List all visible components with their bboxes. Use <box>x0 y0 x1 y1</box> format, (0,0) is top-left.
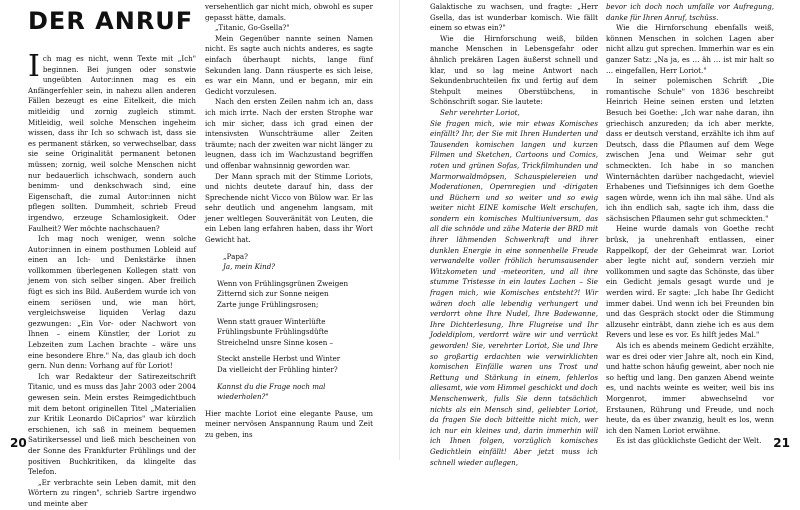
paragraph: Ich war Redakteur der Satirezeitschrift Titanic, und es muss das Jahr 2003 oder 2004 gewesen sein. Mein erstes Reimgedichtbuch mit dem betont originellen Titel „Materialien zur Kritik Leonardo DiCaprios" war kürzlich erschienen, ich saß in meinem bequemen Satirikersessel und ließ mich bescheinen von der Sonne des Frankfurter Frühlings und der positiven Buchkritiken, da klingelte das Telefon. <box>28 371 196 477</box>
chapter-title: DER ANRUF <box>28 7 194 35</box>
poem-intro <box>205 252 373 273</box>
paragraph: Als ich es abends meinem Gedicht erzählte, war es drei oder vier Jahre alt, noch ein Kind, und hatte schon häufig geweint, aber noch nie so heftig und lang. Den ganzen Abend weinte es, und nachts weinte es weiter, weil bis ins Morgenrot, immer abwechselnd vor Erstaunen, Rührung und Freude, und noch heute, da es über zwanzig, heult es los, wenn ich den Namen Loriot erwähne. <box>606 341 774 435</box>
paragraph: Heine wurde damals von Goethe recht brüsk, ja unehrenhaft entlassen, einer Rappelkopf, der der Geheimrat war. Loriot aber legte nicht auf, sondern verzieh mir vollkommen und sagte das Schönste, das über ein Gedicht jemals gesagt wurde und je werden wird. Er sagte: „Ich habe Ihr Gedicht immer dabei. Und wenn ich bei Freunden bin und das Gespräch stockt oder die Stimmung allzusehr einträbt, dann ziehe ich es aus dem Revers und lese es vor. Es hilft jedes Mal." <box>606 224 774 340</box>
paragraph: Wie die Hirnforschung ebenfalls weiß, können Menschen in solchen Lagen aber nicht allzu gut sprechen. Immerhin war es ein ganzer Satz: „Na ja, es … äh … ist mir halt so … eingefallen, Herr Loriot." <box>606 23 774 75</box>
poem-stanza-4 <box>205 382 373 403</box>
left-page-column-1 <box>28 49 196 508</box>
paragraph: Ich mag es nicht, wenn Texte mit „Ich" beginnen. Bei jungen oder sonstwie ungeübten Autor:innen mag es ein Anfängerfehler sein, in nahezu allen anderen Fällen bezeugt es eine Eitelkeit, die mich mitleidig und zornig zugleich stimmt. Mitleidig, weil solche Menschen ingeheim wissen, dass ihr Ich so schwach ist, dass sie es permanent stärken, so verwechselbar, dass sie seine Originalität permanent betonen müssen; zornig, weil solche Menschen nicht nur bedauerlich ichschwach, sondern auch benimm- und denkschwach sind, eine Eigenschaft, die zumal Autor:innen nicht pflegen sollten. Dummheit, schrieb Freud irgendwo, erzeuge Schamlosigkeit. Oder Faulheit? Wer möchte nachschauen? <box>28 49 196 233</box>
poem-line: Wenn von Frühlingsgrünen Zweigen <box>217 278 349 288</box>
right-page-column-2 <box>606 2 774 446</box>
paragraph: Der Mann sprach mit der Stimme Loriots, und nichts deutete darauf hin, dass der Sprechende nicht Vicco von Bülow war. Er las sehr deutlich und angenehm langsam, mit jener weltlegen Souveränität von Leuten, die ein Leben lang erfahren haben, dass ihr Wort Gewicht hat. <box>205 171 373 245</box>
letter-closing: bevor ich doch noch umfalle vor Aufregung, danke für Ihren Anruf, tschüss. <box>606 2 774 22</box>
poem-line: Frühlingsbunte Frühlingsdüfte <box>217 327 329 337</box>
paragraph: Hier machte Loriot eine elegante Pause, um meiner nervösen Anspannung Raum und Zeit zu geben, ins <box>205 408 373 439</box>
poem-line: Streichelnd unsre Sinne kosen – <box>217 337 334 347</box>
drop-cap: I <box>28 49 40 84</box>
poem-stanza-3 <box>205 354 373 375</box>
poem-stanza-2 <box>205 317 373 349</box>
left-page-column-2 <box>205 2 373 439</box>
paragraph: versehentlich gar nicht mich, obwohl es super gepasst hätte, damals. <box>205 2 373 22</box>
paragraph: „Er verbrachte sein Leben damit, mit den Wörtern zu ringen", schrieb Sartre irgendwo und meinte aber <box>28 477 196 508</box>
right-page <box>400 0 800 467</box>
paragraph: „Titanic, Go-Gsella?" <box>215 23 290 33</box>
poem-line: Wenn statt grauer Winterlüfte <box>217 316 326 326</box>
poem-line: Zarte junge Frühlingsrosen; <box>217 300 319 310</box>
page-number: 21 <box>773 436 790 450</box>
poem-line: Steckt anstelle Herbst und Winter <box>217 354 341 364</box>
poem-stanza-1 <box>205 279 373 311</box>
poem-line: Ja, mein Kind? <box>223 262 276 272</box>
poem-line: Zitternd sich zur Sonne neigen <box>217 289 329 299</box>
paragraph: Mein Gegenüber nannte seinen Namen nicht. Es sagte auch nichts anderes, es sagte einfach überhaupt nichts, lange fünf Sekunden lang. Dann räusperte es sich leise, es war ein Mann, und er begann, mir ein Gedicht vorzulesen. <box>205 33 373 96</box>
letter-body: Sie fragen mich, wie mir etwas Komisches einfällt? Ihr, der Sie mit Ihren Hunderten und Tausenden komischen langen und kurzen Filmen und Sketchen, Cartoons und Comics, roten und grünen Sofas, Trickfilmhunden und Marmorwaldmöpsen, Schauspielereien und Moderationen, Opernregien und -dirigaten und Büchern und so weiter und so ewig weiter nicht EINE komische Welt erschufen, sondern ein komisches Multiuniversum, das all die schnöde und zähe Materie der BRD mit ihrer lähmenden Schwerkraft und ihrer dunklen Energie in eine sonnenhelle Freude verwandelte voller fröhlich herumsausender Witzkometen und -meteoriten, und all ihre stumme Tristesse in ein lautes Lachen – Sie fragen mich, wie Komisches entsteht?! Wir wären doch alle lebendig verhungert und verdorrt ohne Ihre Nudel, Ihre Badewanne, Ihre Dichterlesung, Ihre Flugreise und Ihr Jodeldiplom, verdorrt wäre wir und verrückt geworden! Sie, verehrter Loriot, Sie und Ihre so großartig erdachten wie verwirklichten komischen Einfälle waren uns Trost und Rettung und Stärkung in einem, fehlerlos allesamt, wie vom Himmel geschickt und doch Menschenwerk, fulls Sie denn tatsächlich nichts als ein Mensch sind, geliebter Loriot, da fragen Sie doch bitteitte nicht mich, wer ich nur ein kleines und, darin immerhin will ich Ihnen folgen, vorzüglich komisches Gedichtlein einfällt! Aber jetzt muss ich schnell wieder auflegen, <box>430 118 598 467</box>
left-page <box>0 0 400 508</box>
paragraph: Es ist das glücklichste Gedicht der Welt. <box>616 436 762 446</box>
right-page-column-1 <box>430 2 598 467</box>
letter-salutation: Sehr verehrter Loriot, <box>440 107 520 117</box>
paragraph: Galaktische zu wachsen, und fragte: „Herr Gsella, das ist wunderbar komisch. Wie fällt einem so etwas ein?" <box>430 2 598 33</box>
paragraph: Wie die Hirnforschung weiß, bilden manche Menschen in Lebensgefahr oder ähnlich prekären Lagen äußerst schnell und klar, und so lag meine Antwort nach Sekundenbruchteilen fix und fertig auf dem Stehpult meines Oberstübchens, in Schönschrift sogar. Sie lautete: <box>430 33 598 107</box>
poem-line: „Papa? <box>223 251 248 261</box>
paragraph: In seiner polemischen Schrift „Die romantische Schule" von 1836 beschreibt Heinrich Heine seinen ersten und letzten Besuch bei Goethe: „Ich war nahe daran, ihn griechisch anzureden; da ich aber merkte, dass er deutsch verstand, erzählte ich ihm auf Deutsch, dass die Pflaumen auf dem Wege zwischen Jena und Weimar sehr gut schmeckten. Ich habe in so manchen Winternächten darüber nachgedacht, wieviel Erhabenes und Tiefsinniges ich dem Goethe sagen würde, wenn ich ihn mal sähe. Und als ich ihn endlich sah, sagte ich ihm, dass die sächsischen Pflaumen sehr gut schmeckten." <box>606 76 774 223</box>
page-number: 20 <box>10 436 27 450</box>
paragraph: Ich mag noch weniger, wenn solche Autor:innen in einem posthumen Lobleid auf einen an Ich- und Denkstärke ihnen vollkommen überlegenen Kollegen statt von jenem von sich selber singen. Aber freilich fügt es sich ins Bild. Außerdem wurde ich von einem seriösen und, wie man hört, vergleichsweise liquiden Verlag dazu gezwungen: „Ein Vor- oder Nachwort von Ihnen – einem Künstler, der Loriot zu Lebzeiten zum Lachen brachte – wäre uns eine besondere Ehre." Na, das glaub ich doch gern. Nun denn: Vorhang auf für Loriot! <box>28 234 196 371</box>
poem-line: Kannst du die Frage noch mal wiederholen?" <box>217 381 326 402</box>
paragraph: Nach den ersten Zeilen nahm ich an, dass ich mich irrte. Nach der ersten Strophe war ich mir sicher, dass ich grad einen der intensivsten Wunschträume aller Zeiten träumte; nach der zweiten war nicht länger zu leugnen, dass ich im Wachzustand begriffen und offenbar wahnsinnig geworden war. <box>205 97 373 170</box>
poem-line: Da vielleicht der Frühling hinter? <box>217 365 338 374</box>
